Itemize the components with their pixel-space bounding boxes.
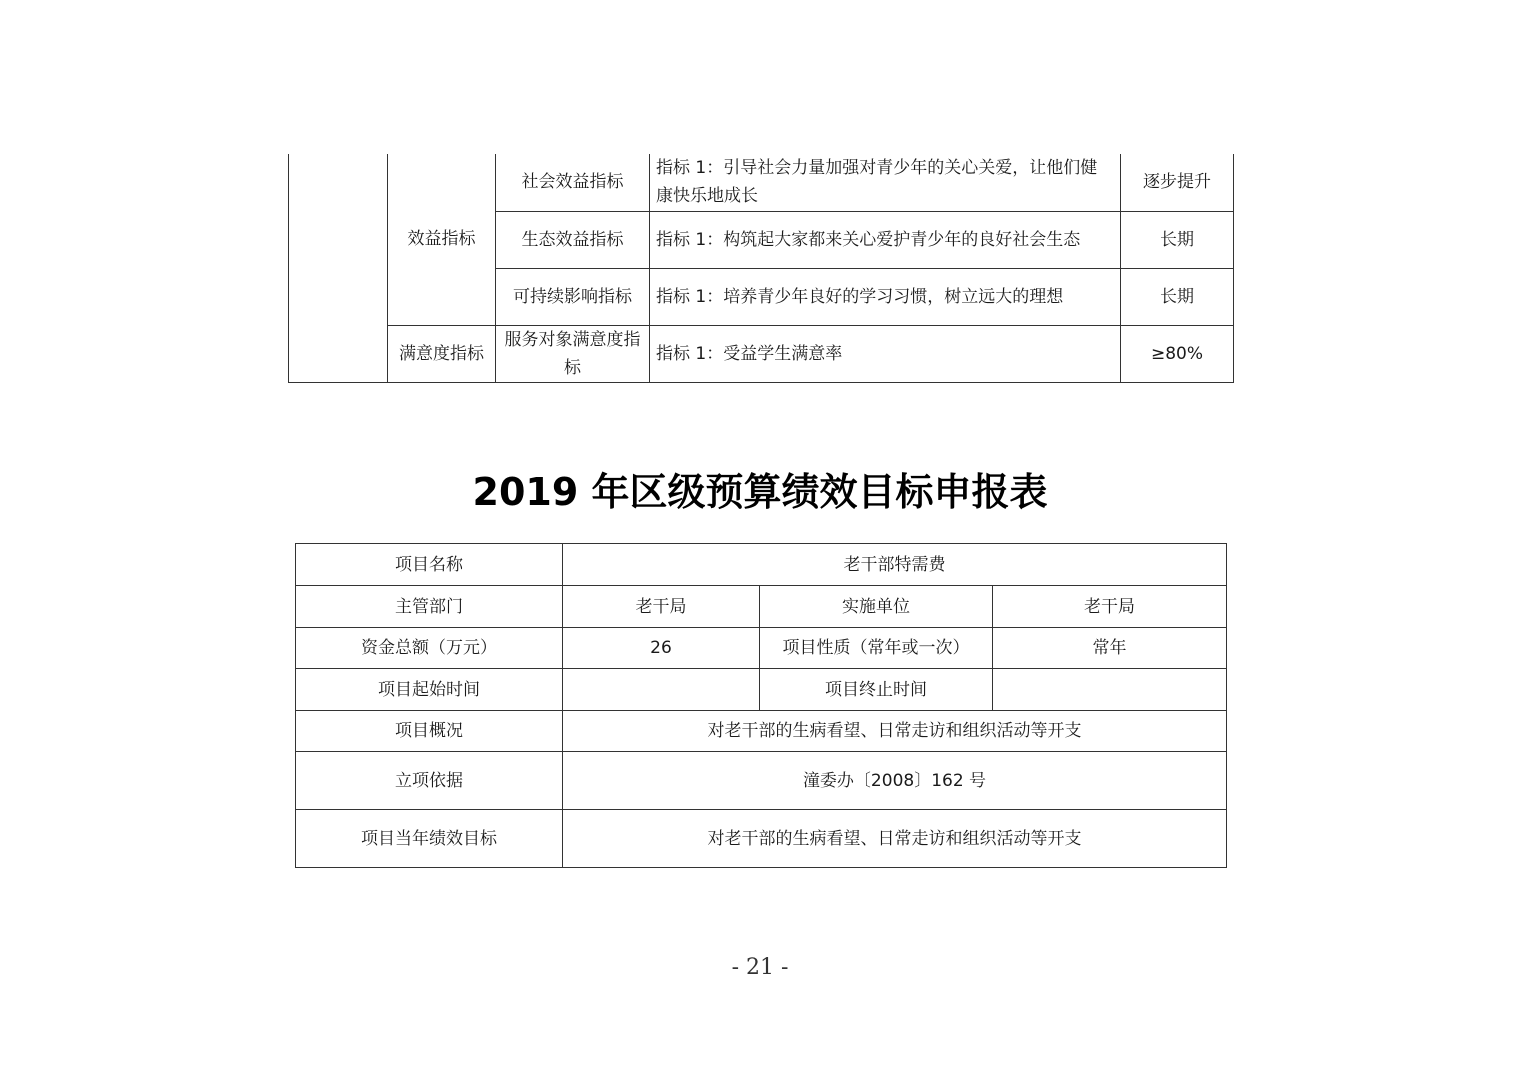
indicator-cell: 指标 1：受益学生满意率 <box>650 325 1121 382</box>
overview-label: 项目概况 <box>296 711 563 752</box>
subcategory-cell: 服务对象满意度指标 <box>496 325 650 382</box>
start-time-value <box>563 669 760 711</box>
goal-value: 对老干部的生病看望、日常走访和组织活动等开支 <box>563 810 1227 868</box>
value-cell: ≥80% <box>1121 325 1234 382</box>
table-row <box>296 628 1227 669</box>
table-row <box>296 752 1227 810</box>
impl-label: 实施单位 <box>760 586 993 628</box>
basis-value: 潼委办〔2008〕162 号 <box>563 752 1227 810</box>
nature-label: 项目性质（常年或一次） <box>760 628 993 669</box>
project-name-value: 老干部特需费 <box>563 544 1227 586</box>
category-cell: 效益指标 <box>388 154 496 325</box>
budget-form-table <box>295 543 1227 868</box>
basis-label: 立项依据 <box>296 752 563 810</box>
table-row <box>296 711 1227 752</box>
indicator-table-continuation <box>288 154 1234 383</box>
value-cell: 长期 <box>1121 268 1234 325</box>
page-number: - 21 - <box>731 955 789 980</box>
end-time-label: 项目终止时间 <box>760 669 993 711</box>
fund-label: 资金总额（万元） <box>296 628 563 669</box>
fund-value: 26 <box>563 628 760 669</box>
end-time-value <box>993 669 1227 711</box>
dept-value: 老干局 <box>563 586 760 628</box>
indicator-cell: 指标 1：构筑起大家都来关心爱护青少年的良好社会生态 <box>650 211 1121 268</box>
goal-label: 项目当年绩效目标 <box>296 810 563 868</box>
category-cell: 满意度指标 <box>388 325 496 382</box>
project-name-label: 项目名称 <box>296 544 563 586</box>
blank-cell <box>289 154 388 382</box>
table-row <box>289 325 1234 382</box>
start-time-label: 项目起始时间 <box>296 669 563 711</box>
dept-label: 主管部门 <box>296 586 563 628</box>
table-row <box>296 544 1227 586</box>
table-row <box>296 669 1227 711</box>
subcategory-cell: 可持续影响指标 <box>496 268 650 325</box>
impl-value: 老干局 <box>993 586 1227 628</box>
subcategory-cell: 社会效益指标 <box>496 154 650 211</box>
overview-value: 对老干部的生病看望、日常走访和组织活动等开支 <box>563 711 1227 752</box>
value-cell: 逐步提升 <box>1121 154 1234 211</box>
indicator-cell: 指标 1：培养青少年良好的学习习惯，树立远大的理想 <box>650 268 1121 325</box>
table-row <box>289 154 1234 211</box>
page-title: 2019 年区级预算绩效目标申报表 <box>472 470 1048 514</box>
subcategory-cell: 生态效益指标 <box>496 211 650 268</box>
table-row <box>296 810 1227 868</box>
nature-value: 常年 <box>993 628 1227 669</box>
table-row <box>296 586 1227 628</box>
indicator-cell: 指标 1：引导社会力量加强对青少年的关心关爱，让他们健康快乐地成长 <box>650 154 1121 211</box>
value-cell: 长期 <box>1121 211 1234 268</box>
